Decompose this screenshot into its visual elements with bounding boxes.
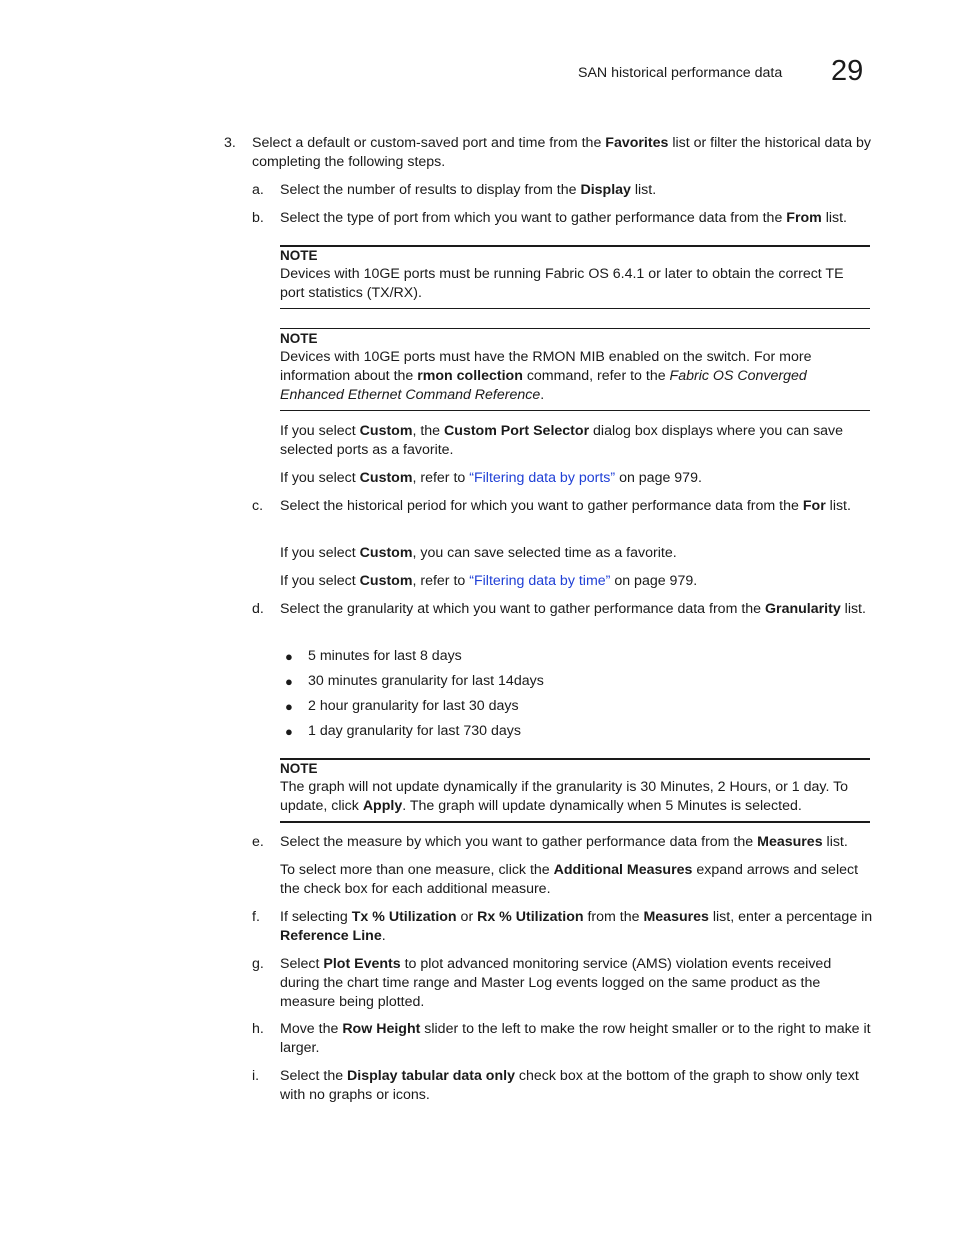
note-text: The graph will not update dynamically if the granularity is 30 Minutes, 2 Hours, or 1 day. To update, click Apply. The graph will update dynamically when 5 Minutes is selected. <box>280 779 849 814</box>
list-item: 5 minutes for last 8 days <box>308 648 462 664</box>
ui-term-custom: Custom <box>359 573 413 589</box>
step-marker-h: h. <box>252 1021 264 1037</box>
bullet-icon: ● <box>285 699 293 714</box>
doc-title-reference: Fabric OS Converged Enhanced Ethernet Command Reference <box>280 368 807 403</box>
bullet-icon: ● <box>285 649 293 664</box>
note-box-10ge-fabric-os <box>280 245 870 309</box>
filter-time-reference-paragraph: If you select Custom, refer to “Filtering data by time” on page 979. <box>280 573 698 589</box>
step-e-text: Select the measure by which you want to gather performance data from the Measures list. <box>280 834 848 850</box>
note-bottom-rule <box>280 821 870 823</box>
note-text: Devices with 10GE ports must be running Fabric OS 6.4.1 or later to obtain the correct TE port statistics (TX/RX). <box>280 266 844 301</box>
list-item: 30 minutes granularity for last 14days <box>308 673 544 689</box>
ui-term-measures: Measures <box>757 834 823 850</box>
custom-port-paragraph: If you select Custom, the Custom Port Selector dialog box displays where you can save selected ports as a favorite. <box>280 423 844 458</box>
note-label: NOTE <box>280 248 318 263</box>
step-h-text: Move the Row Height slider to the left to make the row height smaller or to the right to make it larger. <box>280 1021 871 1056</box>
list-item: 2 hour granularity for last 30 days <box>308 698 519 714</box>
ui-term-custom: Custom <box>359 423 413 439</box>
ui-term-favorites: Favorites <box>605 135 669 151</box>
command-rmon-collection: rmon collection <box>417 368 523 384</box>
ui-term-reference-line: Reference Line <box>280 928 382 944</box>
ui-term-for: For <box>802 498 826 514</box>
step-marker-3: 3. <box>224 135 236 151</box>
ui-term-custom-port-selector: Custom Port Selector <box>444 423 590 439</box>
ui-term-tx-utilization: Tx % Utilization <box>351 909 457 925</box>
filter-ports-reference-paragraph: If you select Custom, refer to “Filtering data by ports” on page 979. <box>280 470 702 486</box>
step-marker-a: a. <box>252 182 264 198</box>
ui-term-custom: Custom <box>359 470 413 486</box>
ui-term-from: From <box>786 210 822 226</box>
ui-term-plot-events: Plot Events <box>323 956 401 972</box>
ui-term-measures: Measures <box>643 909 709 925</box>
step-c-text: Select the historical period for which you want to gather performance data from the For list. <box>280 498 851 514</box>
ui-term-row-height: Row Height <box>342 1021 421 1037</box>
link-filtering-data-by-time[interactable]: “Filtering data by time” <box>469 573 611 589</box>
bullet-icon: ● <box>285 674 293 689</box>
note-label: NOTE <box>280 761 318 776</box>
ui-term-granularity: Granularity <box>765 601 841 617</box>
step-d-text: Select the granularity at which you want to gather performance data from the Granularity list. <box>280 601 866 617</box>
step-marker-b: b. <box>252 210 264 226</box>
note-text: Devices with 10GE ports must have the RMON MIB enabled on the switch. For more information about the rmon collection command, refer to the Fabric OS Converged Enhanced Ethernet Command Reference. <box>280 349 812 403</box>
note-label: NOTE <box>280 331 318 346</box>
additional-measures-paragraph: To select more than one measure, click the Additional Measures expand arrows and select the check box for each additional measure. <box>280 862 859 897</box>
running-header-title: SAN historical performance data <box>578 65 783 81</box>
step-f-text: If selecting Tx % Utilization or Rx % Utilization from the Measures list, enter a percentage in Reference Line. <box>280 909 873 944</box>
note-bottom-rule <box>280 410 870 411</box>
ui-term-display-tabular-data-only: Display tabular data only <box>347 1068 515 1084</box>
note-box-rmon-mib <box>280 328 870 411</box>
note-bottom-rule <box>280 308 870 309</box>
step-g-text: Select Plot Events to plot advanced monitoring service (AMS) violation events received during the chart time range and Master Log events logged on the same product as the measure being plotted. <box>280 956 832 1010</box>
ui-term-additional-measures: Additional Measures <box>553 862 693 878</box>
step-marker-i: i. <box>252 1068 260 1084</box>
step-b-text: Select the type of port from which you want to gather performance data from the From list. <box>280 210 847 226</box>
link-filtering-data-by-ports[interactable]: “Filtering data by ports” <box>469 470 616 486</box>
chapter-number: 29 <box>831 55 864 87</box>
step-marker-c: c. <box>252 498 264 514</box>
step-a-text: Select the number of results to display from the Display list. <box>280 182 657 198</box>
ui-term-custom: Custom <box>359 545 413 561</box>
step-3-text: Select a default or custom-saved port and time from the Favorites list or filter the historical data by completing the following steps. <box>252 135 872 170</box>
step-marker-e: e. <box>252 834 264 850</box>
step-marker-g: g. <box>252 956 264 972</box>
list-item: 1 day granularity for last 730 days <box>308 723 521 739</box>
step-marker-d: d. <box>252 601 264 617</box>
note-box-granularity-update <box>280 758 870 822</box>
step-marker-f: f. <box>252 909 260 925</box>
step-i-text: Select the Display tabular data only check box at the bottom of the graph to show only text with no graphs or icons. <box>280 1068 859 1103</box>
ui-term-rx-utilization: Rx % Utilization <box>477 909 584 925</box>
ui-term-apply: Apply <box>362 798 403 814</box>
bullet-icon: ● <box>285 724 293 739</box>
custom-time-paragraph: If you select Custom, you can save selected time as a favorite. <box>280 545 677 561</box>
ui-term-display: Display <box>580 182 631 198</box>
